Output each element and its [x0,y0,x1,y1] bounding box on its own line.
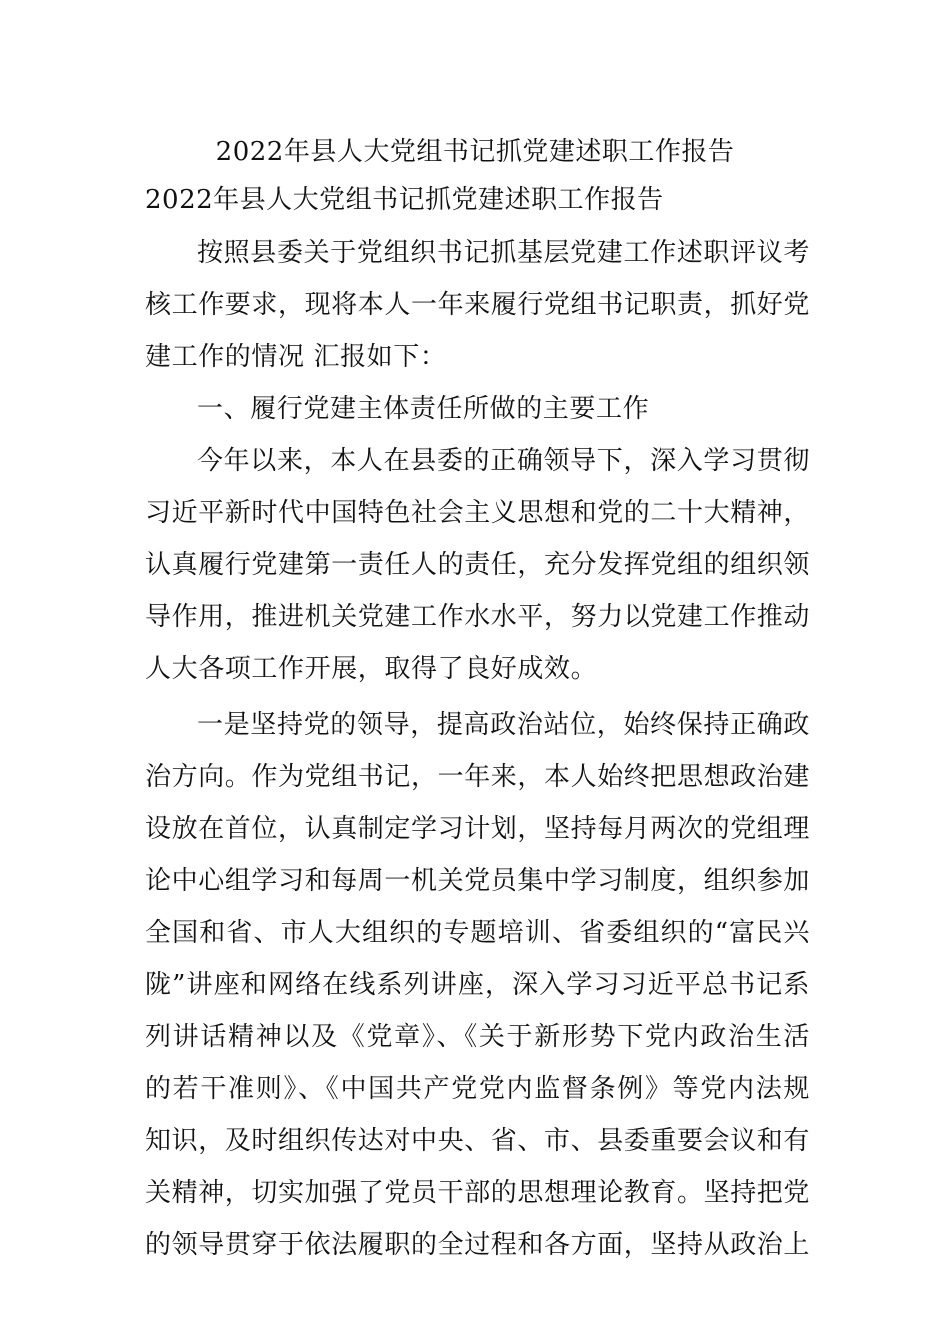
document-body [145,227,810,1271]
body-paragraph: 一是坚持党的领导，提高政治站位，始终保持正确政治方向。作为党组书记，一年来，本人始终把思想政治建设放在首位，认真制定学习计划，坚持每月两次的党组理论中心组学习和每周一机关党员集中学习制度，组织参加全国和省、市人大组织的专题培训、省委组织的“富民兴陇”讲座和网络在线系列讲座，深入学习习近平总书记系列讲话精神以及《党章》、《关于新形势下党内政治生活的若干准则》、《中国共产党党内监督条例》等党内法规知识，及时组织传达对中央、省、市、县委重要会议和有关精神，切实加强了党员干部的思想理论教育。坚持把党的领导贯穿于依法履职的全过程和各方面，坚持从政治上 [145,710,811,1260]
body-paragraph: 今年以来，本人在县委的正确领导下，深入学习贯彻习近平新时代中国特色社会主义思想和党的二十大精神，认真履行党建第一责任人的责任，充分发挥党组的组织领导作用，推进机关党建工作水水平，努力以党建工作推动人大各项工作开展，取得了良好成效。 [145,446,811,684]
document-subtitle: 2022年县人大党组书记抓党建述职工作报告 [145,185,664,215]
document-title: 2022年县人大党组书记抓党建述职工作报告 [215,137,735,167]
intro-paragraph: 按照县委关于党组织书记抓基层党建工作述职评议考核工作要求，现将本人一年来履行党组书记职责，抓好党建工作的情况 汇报如下： [145,238,811,372]
section-heading: 一、履行党建主体责任所做的主要工作 [197,394,650,424]
